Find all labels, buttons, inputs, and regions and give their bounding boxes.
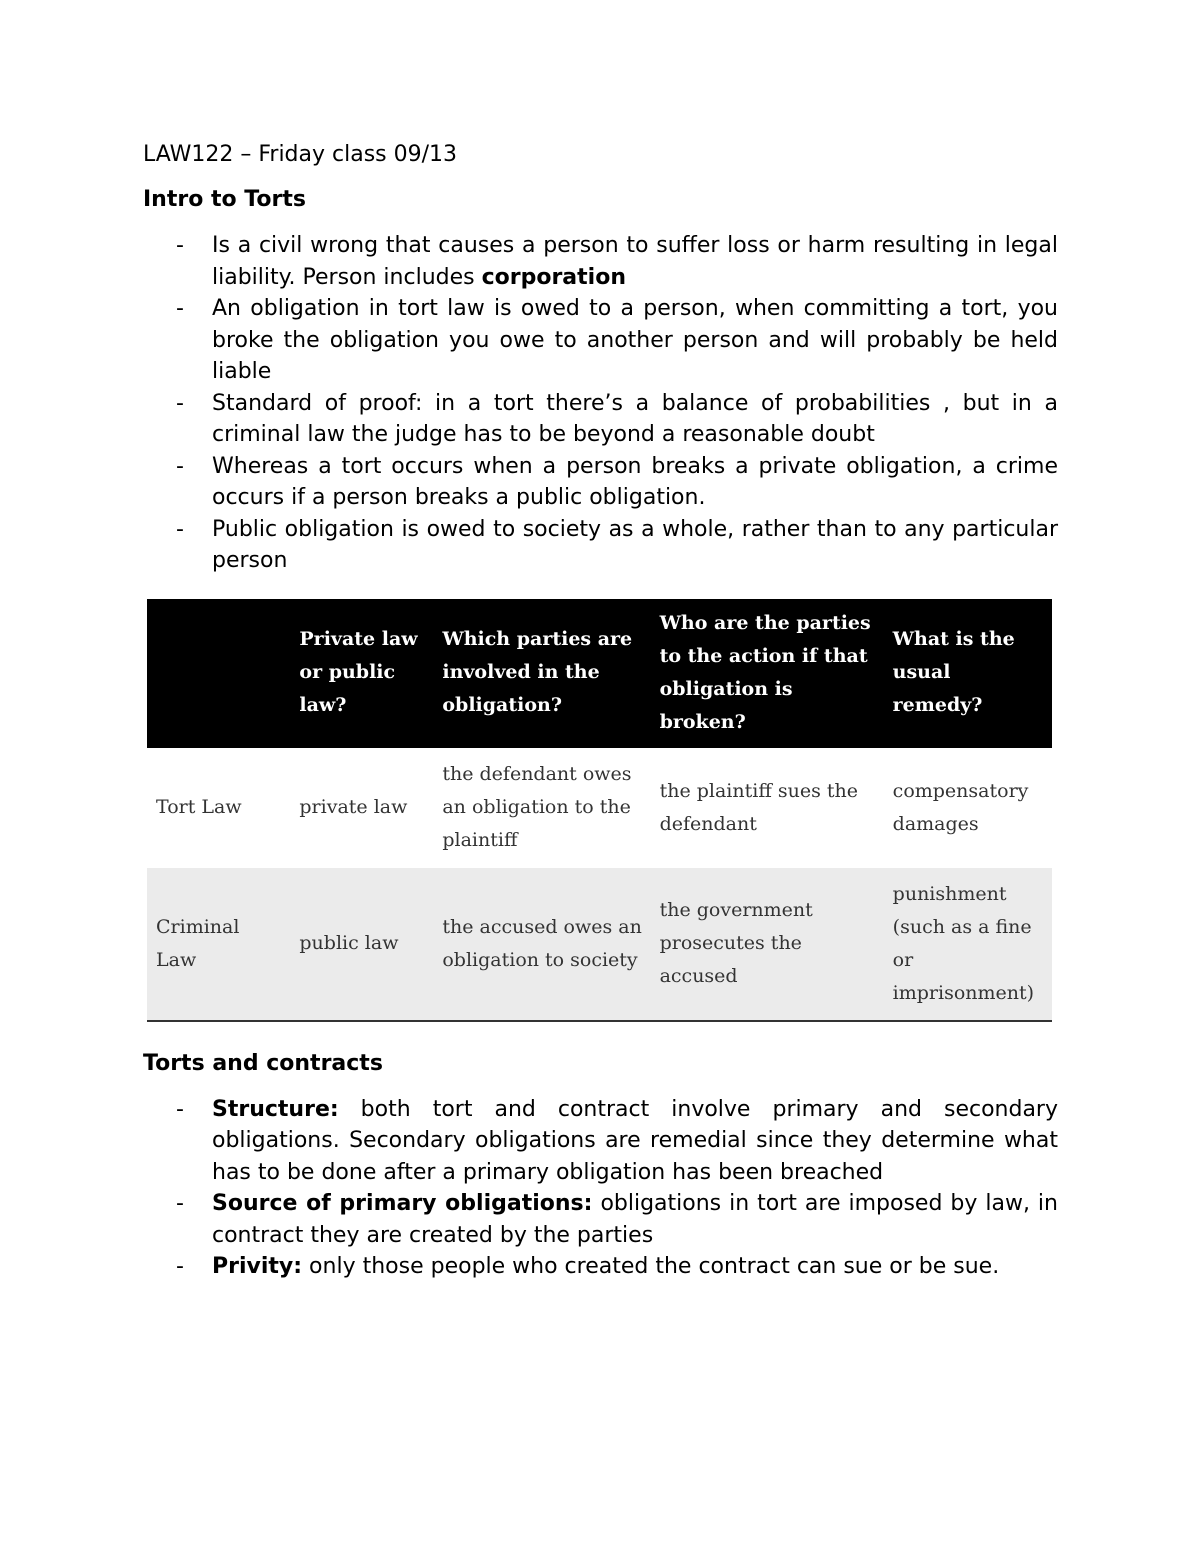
list-item: - Structure: both tort and contract involve primary and secondary obligations. Secondary obligations are remedial since they determine what has to be done after a primary obligation has been breached <box>143 1094 1058 1189</box>
torts-and-contracts-section <box>143 1048 1058 1283</box>
table-cell: Criminal Law <box>147 868 290 1021</box>
list-item: - Is a civil wrong that causes a person to suffer loss or harm resulting in legal liability. Person includes corporation <box>143 230 1058 293</box>
list-item: - Source of primary obligations: obligations in tort are imposed by law, in contract they are created by the parties <box>143 1188 1058 1251</box>
list-item: - An obligation in tort law is owed to a person, when committing a tort, you broke the obligation you owe to another person and will probably be held liable <box>143 293 1058 388</box>
bullet-dash: - <box>176 453 184 479</box>
table-cell: the defendant owes an obligation to the plaintiff <box>433 748 650 868</box>
table-cell: punishment (such as a fine or imprisonment) <box>884 868 1052 1021</box>
table-header-cell <box>147 599 290 748</box>
document-page <box>143 138 1058 1283</box>
intro-bullet-list <box>143 230 1058 577</box>
contracts-bullet-list <box>143 1094 1058 1283</box>
table-cell: Tort Law <box>147 748 290 868</box>
table-row <box>147 748 1052 868</box>
bullet-dash: - <box>176 1096 184 1122</box>
bullet-dash: - <box>176 390 184 416</box>
document-title: LAW122 – Friday class 09/13 <box>143 142 458 167</box>
list-item: - Standard of proof: in a tort there’s a balance of probabilities , but in a criminal law the judge has to be beyond a reasonable doubt <box>143 388 1058 451</box>
table-cell: compensatory damages <box>884 748 1052 868</box>
bold-term: Privity: <box>212 1254 303 1279</box>
bullet-dash: - <box>176 1191 184 1216</box>
table-row <box>147 868 1052 1021</box>
bullet-dash: - <box>176 296 184 321</box>
table-header-cell: What is the usual remedy? <box>884 599 1052 748</box>
table-cell: the plaintiff sues the defendant <box>651 748 884 868</box>
table-cell: public law <box>290 868 433 1021</box>
table-cell: private law <box>290 748 433 868</box>
tort-vs-criminal-table <box>147 599 1052 1022</box>
bullet-dash: - <box>176 1254 184 1279</box>
table-header-row <box>147 599 1052 748</box>
bold-term: corporation <box>481 264 626 290</box>
bullet-dash: - <box>176 516 184 542</box>
list-item: - Privity: only those people who created the contract can sue or be sue. <box>143 1251 1058 1283</box>
table-header-cell: Who are the parties to the action if that obligation is broken? <box>651 599 884 748</box>
table-cell: the accused owes an obligation to society <box>433 868 650 1021</box>
bullet-dash: - <box>176 233 184 258</box>
table-header-cell: Which parties are involved in the obligation? <box>433 599 650 748</box>
bold-term: Structure: <box>212 1096 339 1122</box>
list-item: - Whereas a tort occurs when a person breaks a private obligation, a crime occurs if a person breaks a public obligation. <box>143 451 1058 514</box>
heading-intro-to-torts: Intro to Torts <box>143 187 306 212</box>
table-cell: the government prosecutes the accused <box>651 868 884 1021</box>
table-header-cell: Private law or public law? <box>290 599 433 748</box>
heading-torts-and-contracts: Torts and contracts <box>143 1050 383 1076</box>
list-item: - Public obligation is owed to society as a whole, rather than to any particular person <box>143 514 1058 577</box>
bold-term: Source of primary obligations: <box>212 1191 593 1216</box>
